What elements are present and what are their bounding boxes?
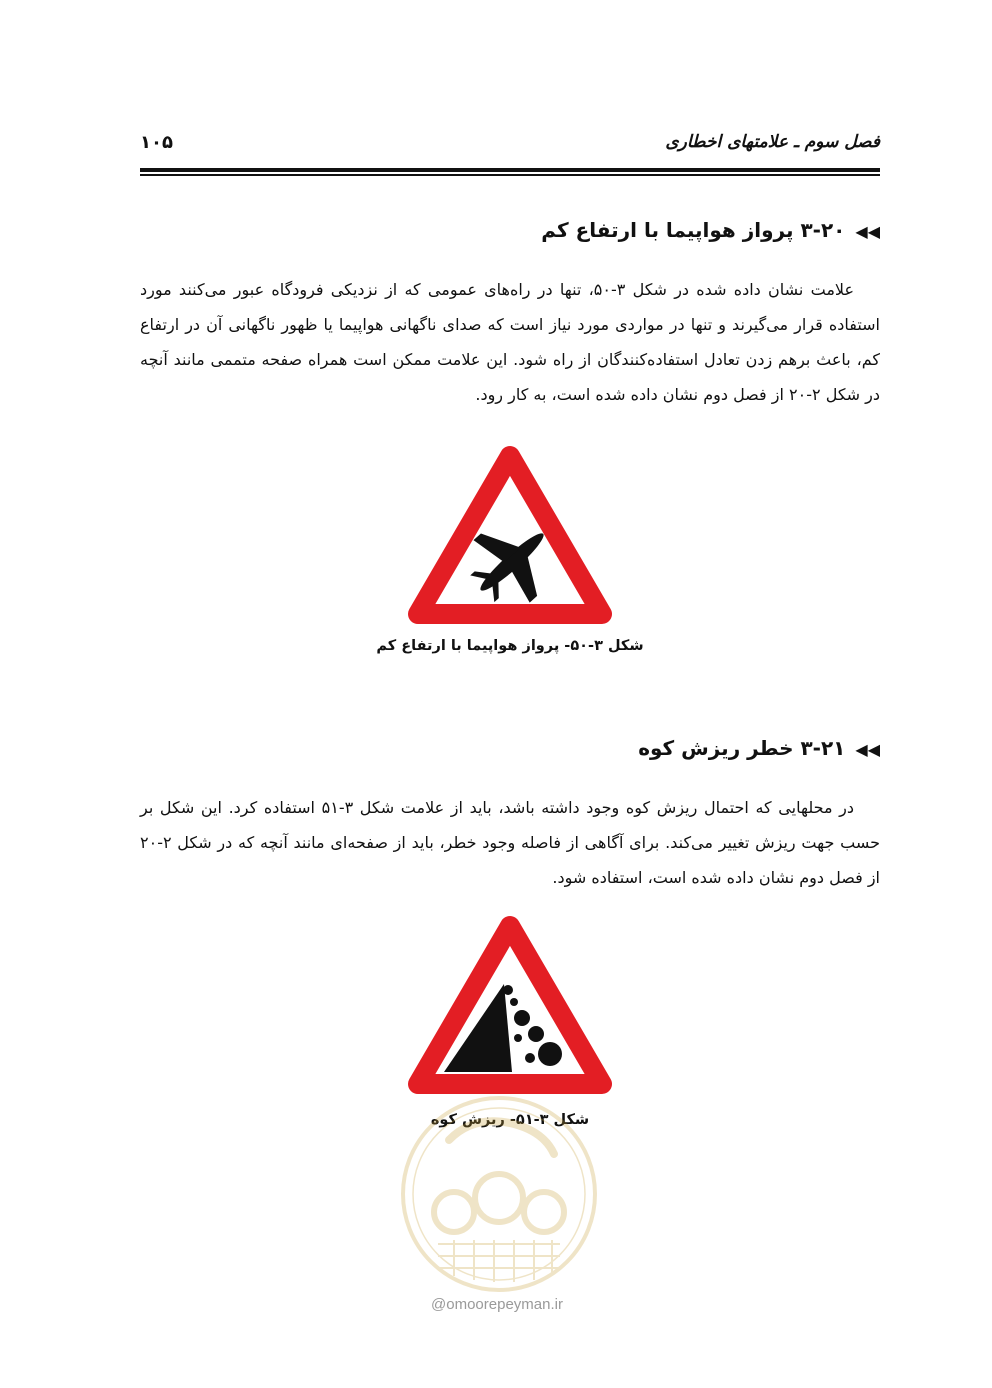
section-marker-icon: ◀◀ — [855, 222, 880, 241]
section-paragraph-3-21 — [140, 790, 880, 895]
falling-rocks-sign-icon — [408, 914, 612, 1096]
paragraph-text: علامت نشان داده شده در شکل ۳-۵۰، تنها در راه‌های عمومی که از نزدیکی فرودگاه عبور می‌کنند مورد استفاده قرار می‌گیرند و تنها در مواردی مورد نیاز است که صدای ناگهانی هواپیما یا ظهور ناگهانی آن در ارتفاع کم، باعث برهم زدن تعادل استفاده‌کنندگان از راه شود. این علامت ممکن است همراه صفحه متممی مانند آنچه در شکل ۲-۲۰ از فصل دوم نشان داده شده است، به کار رود. — [140, 280, 880, 404]
page-number: ۱۰۵ — [140, 132, 173, 153]
section-heading-3-20 — [140, 218, 880, 242]
section-heading-text: ۳-۲۰ پرواز هواپیما با ارتفاع کم — [541, 218, 846, 242]
publisher-seal-watermark-icon — [394, 1094, 604, 1294]
section-heading-3-21 — [140, 736, 880, 760]
figure-caption-3-51: شکل ۳-۵۱- ریزش کوه — [430, 1112, 590, 1128]
header-rule-thick — [140, 168, 880, 172]
watermark-url: @omoorepeyman.ir — [431, 1296, 563, 1313]
section-marker-icon: ◀◀ — [855, 740, 880, 759]
section-paragraph-3-20 — [140, 272, 880, 412]
chapter-title: فصل سوم ـ علامتهای اخطاری — [665, 132, 880, 152]
header-rule-thin — [140, 174, 880, 176]
section-heading-text: ۳-۲۱ خطر ریزش کوه — [638, 736, 846, 760]
paragraph-text: در محلهایی که احتمال ریزش کوه وجود داشته باشد، باید از علامت شکل ۳-۵۱ استفاده کرد. این شکل بر حسب جهت ریزش تغییر می‌کند. برای آگاهی از فاصله وجود خطر، باید از صفحه‌ای مانند آنچه که در شکل ۲-۲۰ از فصل دوم نشان داده شده است، استفاده شود. — [140, 798, 880, 887]
running-header — [140, 124, 880, 164]
low-flying-aircraft-sign-icon — [408, 444, 612, 626]
figure-caption-3-50: شکل ۳-۵۰- پرواز هواپیما با ارتفاع کم — [376, 638, 644, 654]
